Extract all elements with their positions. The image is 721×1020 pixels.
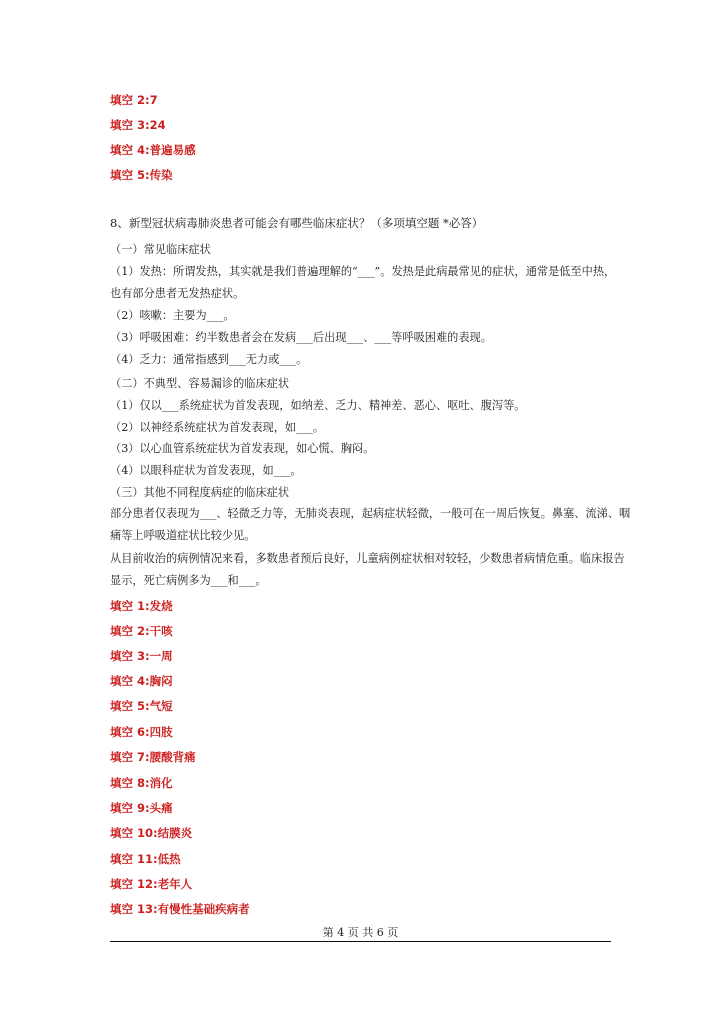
question-line: （2）咳嗽：主要为___。: [110, 309, 235, 322]
answer-4: 填空 4:胸闷: [110, 674, 173, 688]
question-line: 显示，死亡病例多为___和___。: [110, 574, 267, 587]
question-line: 也有部分患者无发热症状。: [110, 287, 245, 300]
answer-2: 填空 2:干咳: [110, 624, 173, 638]
question-line: （1）发热：所谓发热，其实就是我们普遍理解的“___”。发热是此病最常见的症状，通常是低至中热，: [110, 265, 616, 278]
answer-5: 填空 5:气短: [110, 699, 173, 713]
question-line: （3）呼吸困难：约半数患者会在发病___后出现___、___等呼吸困难的表现。: [110, 331, 492, 344]
question-line: （2）以神经系统症状为首发表现，如___。: [110, 421, 325, 434]
answer-10: 填空 10:结膜炎: [110, 826, 193, 840]
section-heading-atypical: （二）不典型、容易漏诊的临床症状: [110, 377, 290, 390]
question-title: 8、新型冠状病毒肺炎患者可能会有哪些临床症状？（多项填空题 *必答）: [110, 216, 484, 230]
question-line: （1）仅以___系统症状为首发表现，如纳差、乏力、精神差、恶心、呕吐、腹泻等。: [110, 399, 526, 412]
question-line: 从目前收治的病例情况来看，多数患者预后良好，儿童病例症状相对较轻，少数患者病情危重。临床报告: [110, 552, 625, 565]
page-number: 第 4 页 共 6 页: [322, 926, 399, 939]
answer-13: 填空 13:有慢性基础疾病者: [110, 902, 250, 916]
prev-answer-3: 填空 3:24: [110, 118, 166, 132]
answer-3: 填空 3:一周: [110, 649, 173, 663]
prev-answer-5: 填空 5:传染: [110, 168, 173, 182]
prev-answer-2: 填空 2:7: [110, 93, 158, 107]
answer-8: 填空 8:消化: [110, 776, 173, 790]
answer-12: 填空 12:老年人: [110, 877, 193, 891]
footer-divider: [110, 941, 611, 942]
answer-11: 填空 11:低热: [110, 852, 181, 866]
question-line: （3）以心血管系统症状为首发表现，如心慌、胸闷。: [110, 442, 375, 455]
question-line: 部分患者仅表现为___、轻微乏力等，无肺炎表现，起病症状轻微，一般可在一周后恢复。鼻塞、流涕、咽: [110, 507, 631, 520]
question-line: （4）以眼科症状为首发表现，如___。: [110, 464, 302, 477]
section-heading-other: （三）其他不同程度病症的临床症状: [110, 486, 290, 499]
question-line: （4）乏力：通常指感到___无力或___。: [110, 353, 308, 366]
answer-1: 填空 1:发烧: [110, 599, 173, 613]
answer-9: 填空 9:头痛: [110, 801, 173, 815]
section-heading-common: （一）常见临床症状: [110, 243, 211, 256]
answer-6: 填空 6:四肢: [110, 725, 173, 739]
question-line: 痛等上呼吸道症状比较少见。: [110, 529, 256, 542]
answer-7: 填空 7:腰酸背痛: [110, 750, 196, 764]
prev-answer-4: 填空 4:普遍易感: [110, 143, 196, 157]
